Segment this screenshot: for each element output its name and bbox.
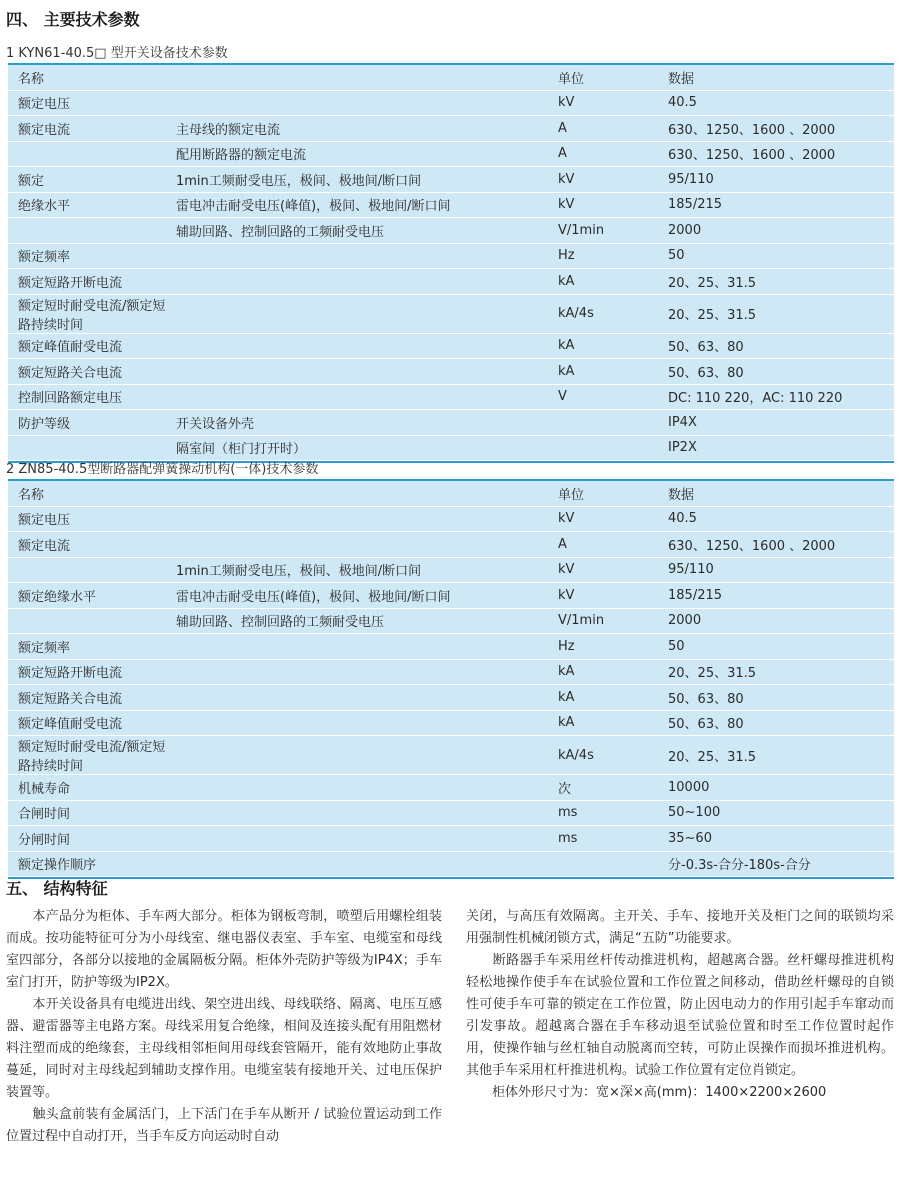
table-row (8, 116, 894, 142)
cell-name (8, 608, 166, 634)
cell-value: 95/110 (658, 557, 894, 583)
table-row (8, 532, 894, 558)
cell-unit: ms (548, 800, 658, 826)
cell-name: 额定频率 (8, 634, 166, 660)
cell-name: 额定短路开断电流 (8, 659, 166, 685)
cell-unit: V/1min (548, 218, 658, 244)
cell-unit: Hz (548, 243, 658, 269)
cell-value: 10000 (658, 775, 894, 801)
cell-name: 绝缘水平 (8, 192, 166, 218)
header-unit: 单位 (548, 65, 658, 90)
cell-name: 额定电压 (8, 506, 166, 532)
section-5-title: 五、 结构特征 (6, 879, 108, 898)
cell-value: 185/215 (658, 583, 894, 609)
cell-unit: kA (548, 269, 658, 295)
cell-unit: A (548, 116, 658, 142)
paragraph: 触头盒前装有金属活门，上下活门在手车从断开 / 试验位置运动到工作位置过程中自动打开，当手车反方向运动时自动 (6, 1107, 442, 1144)
cell-sub (166, 851, 548, 877)
table-row (8, 557, 894, 583)
cell-sub (166, 243, 548, 269)
cell-unit: kV (548, 167, 658, 193)
cell-sub: 主母线的额定电流 (166, 116, 548, 142)
table-header-row (8, 65, 894, 90)
paragraph: 断路器手车采用丝杆传动推进机构，超越离合器。丝杆螺母推进机构轻松地操作使手车在试验位置和工作位置之间移动，借助丝杆螺母的自锁性可使手车可靠的锁定在工作位置，防止因电动力的作用引起手车窜动而引发事故。超越离合器在手车移动退至试验位置和时至工作位置时起作用，使操作轴与丝杠轴自动脱离而空转，可防止误操作而损坏推进机构。其他手车采用杠杆推进机构。试验工作位置有定位肖锁定。 (466, 953, 894, 1078)
cell-sub: 辅助回路、控制回路的工频耐受电压 (166, 218, 548, 244)
table-row (8, 192, 894, 218)
table-row (8, 359, 894, 385)
cell-name: 控制回路额定电压 (8, 384, 166, 410)
cell-unit: ms (548, 826, 658, 852)
cell-name: 额定短时耐受电流/额定短路持续时间 (8, 294, 166, 333)
cell-value: 95/110 (658, 167, 894, 193)
table-row (8, 410, 894, 436)
cell-sub: 配用断路器的额定电流 (166, 141, 548, 167)
cell-unit: kV (548, 192, 658, 218)
cell-value: 185/215 (658, 192, 894, 218)
table-row (8, 269, 894, 295)
paragraph: 柜体外形尺寸为：宽×深×高(mm)：1400×2200×2600 (466, 1085, 827, 1100)
cell-sub (166, 775, 548, 801)
cell-unit: 次 (548, 775, 658, 801)
cell-sub (166, 710, 548, 736)
cell-name: 额定频率 (8, 243, 166, 269)
cell-sub: 雷电冲击耐受电压(峰值)，极间、极地间/断口间 (166, 583, 548, 609)
table-row (8, 435, 894, 461)
table-row (8, 90, 894, 116)
cell-unit: kA (548, 359, 658, 385)
cell-unit (548, 851, 658, 877)
cell-sub: 雷电冲击耐受电压(峰值)，极间、极地间/断口间 (166, 192, 548, 218)
table-row (8, 775, 894, 801)
cell-name: 额定短路开断电流 (8, 269, 166, 295)
header-value: 数据 (658, 481, 894, 506)
cell-sub (166, 800, 548, 826)
table-row (8, 634, 894, 660)
cell-value: 2000 (658, 218, 894, 244)
cell-name: 额定电流 (8, 116, 166, 142)
cell-unit (548, 410, 658, 436)
cell-value: 分-0.3s-合分-180s-合分 (658, 851, 894, 877)
cell-unit: kA (548, 710, 658, 736)
cell-name: 额定峰值耐受电流 (8, 333, 166, 359)
cell-unit: V/1min (548, 608, 658, 634)
cell-unit: kA (548, 333, 658, 359)
table-row (8, 506, 894, 532)
header-name: 名称 (8, 481, 548, 506)
section-5-left-column (6, 906, 442, 1148)
paragraph: 关闭，与高压有效隔离。主开关、手车、接地开关及柜门之间的联锁均采用强制性机械闭锁方式，满足“五防”功能要求。 (466, 909, 894, 946)
cell-sub (166, 90, 548, 116)
section-5-right-column (466, 906, 894, 1104)
table-row (8, 710, 894, 736)
cell-value: 50、63、80 (658, 333, 894, 359)
cell-name: 合闸时间 (8, 800, 166, 826)
cell-sub: 1min工频耐受电压，极间、极地间/断口间 (166, 557, 548, 583)
cell-sub (166, 736, 548, 775)
table-2 (8, 479, 894, 879)
table-1-caption: 1 KYN61-40.5□ 型开关设备技术参数 (6, 46, 228, 61)
table-row (8, 608, 894, 634)
cell-name: 分闸时间 (8, 826, 166, 852)
cell-name (8, 557, 166, 583)
cell-value: 20、25、31.5 (658, 659, 894, 685)
cell-unit: kV (548, 90, 658, 116)
table-row (8, 333, 894, 359)
cell-sub: 开关设备外壳 (166, 410, 548, 436)
section-4-title: 四、 主要技术参数 (6, 10, 140, 29)
cell-sub: 辅助回路、控制回路的工频耐受电压 (166, 608, 548, 634)
cell-name (8, 435, 166, 461)
table-row (8, 659, 894, 685)
cell-name: 额定峰值耐受电流 (8, 710, 166, 736)
cell-value: 50、63、80 (658, 685, 894, 711)
table-row (8, 218, 894, 244)
cell-unit (548, 435, 658, 461)
cell-value: 50、63、80 (658, 359, 894, 385)
cell-unit: kA (548, 685, 658, 711)
cell-value: 20、25、31.5 (658, 269, 894, 295)
cell-value: 2000 (658, 608, 894, 634)
header-unit: 单位 (548, 481, 658, 506)
cell-unit: kA/4s (548, 736, 658, 775)
cell-value: 40.5 (658, 506, 894, 532)
cell-value: 630、1250、1600 、2000 (658, 141, 894, 167)
table-row (8, 800, 894, 826)
cell-unit: A (548, 141, 658, 167)
cell-value: 50、63、80 (658, 710, 894, 736)
cell-value: IP2X (658, 435, 894, 461)
table-row (8, 583, 894, 609)
paragraph: 本开关设备具有电缆进出线、架空进出线、母线联络、隔离、电压互感器、避雷器等主电路方案。母线采用复合绝缘，相间及连接头配有用阻燃材料注塑而成的绝缘套，主母线相邻柜间用母线套管隔开，能有效地防止事故蔓延，同时对主母线起到辅助支撑作用。电缆室装有接地开关、过电压保护装置等。 (6, 997, 442, 1100)
cell-sub (166, 384, 548, 410)
cell-value: DC: 110 220，AC: 110 220 (658, 384, 894, 410)
cell-sub (166, 826, 548, 852)
cell-value: 630、1250、1600 、2000 (658, 116, 894, 142)
cell-sub (166, 333, 548, 359)
cell-name: 额定短时耐受电流/额定短路持续时间 (8, 736, 166, 775)
table-row (8, 736, 894, 775)
paragraph: 本产品分为柜体、手车两大部分。柜体为钢板弯制，喷塑后用螺栓组装而成。按功能特征可分为小母线室、继电器仪表室、手车室、电缆室和母线室四部分，各部分以接地的金属隔板分隔。柜体外壳防护等级为IP4X；手车室门打开，防护等级为IP2X。 (6, 909, 442, 990)
cell-value: 50 (658, 243, 894, 269)
table-row (8, 141, 894, 167)
cell-name: 额定电流 (8, 532, 166, 558)
table-2-caption: 2 ZN85-40.5型断路器配弹簧操动机构(一体)技术参数 (6, 462, 319, 477)
table-row (8, 167, 894, 193)
cell-name: 额定操作顺序 (8, 851, 166, 877)
cell-unit: kA/4s (548, 294, 658, 333)
cell-sub: 1min工频耐受电压，极间、极地间/断口间 (166, 167, 548, 193)
cell-sub: 隔室间（柜门打开时） (166, 435, 548, 461)
cell-unit: A (548, 532, 658, 558)
cell-unit: V (548, 384, 658, 410)
cell-name: 额定 (8, 167, 166, 193)
cell-unit: kV (548, 506, 658, 532)
cell-name: 额定短路关合电流 (8, 359, 166, 385)
cell-unit: kV (548, 557, 658, 583)
cell-unit: kA (548, 659, 658, 685)
cell-sub (166, 634, 548, 660)
cell-name (8, 141, 166, 167)
cell-sub (166, 294, 548, 333)
cell-value: 20、25、31.5 (658, 294, 894, 333)
table-row (8, 851, 894, 877)
cell-name (8, 218, 166, 244)
header-value: 数据 (658, 65, 894, 90)
cell-sub (166, 359, 548, 385)
cell-name: 防护等级 (8, 410, 166, 436)
cell-value: 50 (658, 634, 894, 660)
cell-value: 20、25、31.5 (658, 736, 894, 775)
cell-value: 35~60 (658, 826, 894, 852)
cell-name: 额定电压 (8, 90, 166, 116)
table-header-row (8, 481, 894, 506)
cell-unit: kV (548, 583, 658, 609)
table-row (8, 294, 894, 333)
table-row (8, 685, 894, 711)
cell-value: IP4X (658, 410, 894, 436)
table-row (8, 384, 894, 410)
cell-name: 额定绝缘水平 (8, 583, 166, 609)
cell-sub (166, 659, 548, 685)
cell-sub (166, 685, 548, 711)
cell-value: 630、1250、1600 、2000 (658, 532, 894, 558)
header-name: 名称 (8, 65, 548, 90)
cell-sub (166, 532, 548, 558)
cell-name: 机械寿命 (8, 775, 166, 801)
table-row (8, 826, 894, 852)
cell-value: 40.5 (658, 90, 894, 116)
cell-sub (166, 269, 548, 295)
table-1 (8, 63, 894, 463)
table-row (8, 243, 894, 269)
cell-unit: Hz (548, 634, 658, 660)
cell-value: 50~100 (658, 800, 894, 826)
cell-name: 额定短路关合电流 (8, 685, 166, 711)
cell-sub (166, 506, 548, 532)
